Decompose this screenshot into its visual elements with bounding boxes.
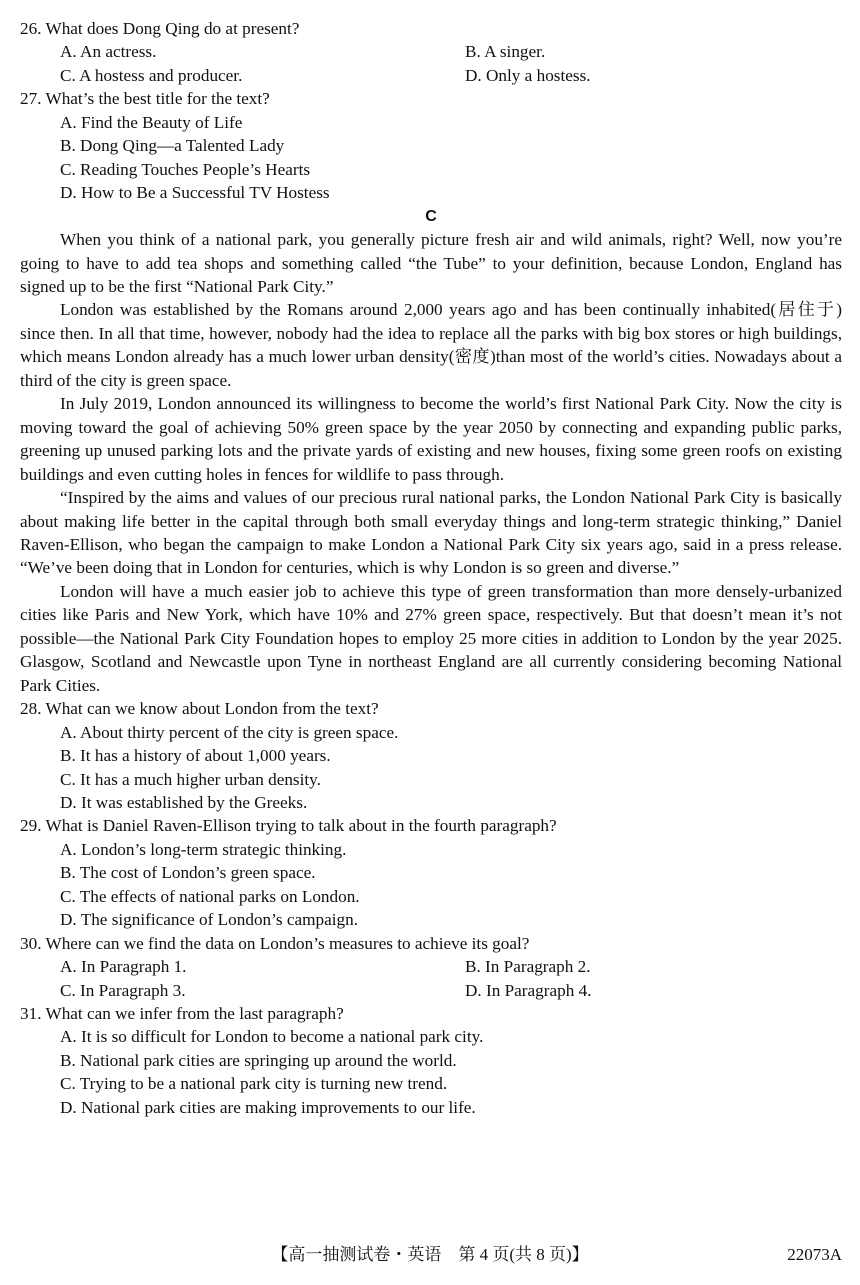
- option-a: A. About thirty percent of the city is green space.: [60, 722, 399, 742]
- question-stem: 30. Where can we find the data on London’s measures to achieve its goal?: [20, 933, 530, 953]
- option-c: C. The effects of national parks on London.: [60, 886, 360, 906]
- question-29: [20, 814, 842, 931]
- question-28: [20, 697, 842, 814]
- page-footer: [0, 1240, 860, 1270]
- option-d: D. It was established by the Greeks.: [60, 792, 308, 812]
- question-31: [20, 1002, 842, 1119]
- option-d: D. Only a hostess.: [465, 65, 591, 85]
- option-a: A. London’s long-term strategic thinking.: [60, 839, 347, 859]
- footer-code: 22073A: [787, 1245, 842, 1264]
- question-27: [20, 87, 842, 204]
- paragraph-2: London was established by the Romans around 2,000 years ago and has been continually inhabited(居住于) since then. In all that time, however, nobody had the idea to replace all the parks with big box stores or high buildings, which means London already has a much lower urban density(密度)than most of the world’s cities. Nowadays about a third of the city is green space.: [20, 300, 842, 390]
- option-d: D. National park cities are making improvements to our life.: [60, 1097, 476, 1117]
- option-a: A. It is so difficult for London to become a national park city.: [60, 1027, 484, 1047]
- option-c: C. A hostess and producer.: [60, 65, 243, 85]
- option-a: A. An actress.: [60, 42, 157, 62]
- options-row: [20, 64, 842, 87]
- option-b: B. In Paragraph 2.: [465, 957, 591, 977]
- paragraph-5: London will have a much easier job to achieve this type of green transformation than more densely-urbanized cities like Paris and New York, which have 10% and 27% green space, respectively. But that doesn’t mean it’s not possible—the National Park City Foundation hopes to employ 25 more cities in addition to London by the year 2025. Glasgow, Scotland and Newcastle upon Tyne in northeast England are all currently considering becoming National Park Cities.: [20, 581, 842, 695]
- options-row: [20, 955, 842, 978]
- question-stem: 29. What is Daniel Raven-Ellison trying to talk about in the fourth paragraph?: [20, 816, 557, 836]
- reading-passage: [20, 228, 842, 697]
- option-d: D. The significance of London’s campaign.: [60, 910, 358, 930]
- option-b: B. National park cities are springing up around the world.: [60, 1050, 457, 1070]
- option-c: C. It has a much higher urban density.: [60, 769, 321, 789]
- option-a: A. In Paragraph 1.: [60, 957, 187, 977]
- question-stem: 28. What can we know about London from the text?: [20, 699, 379, 719]
- paragraph-4: “Inspired by the aims and values of our precious rural national parks, the London National Park City is basically about making life better in the capital through both small everyday things and long-term strategic thinking,” Daniel Raven-Ellison, who began the campaign to make London a National Park City six years ago, said in a press release. “We’ve been doing that in London for centuries, which is why London is so green and diverse.”: [20, 488, 842, 578]
- section-label: C: [425, 207, 437, 225]
- option-b: B. The cost of London’s green space.: [60, 863, 316, 883]
- exam-page: [20, 17, 842, 1119]
- paragraph-3: In July 2019, London announced its willingness to become the world’s first National Park City. Now the city is moving toward the goal of achieving 50% green space by the year 2050 by connecting and expanding public parks, greening up unused parking lots and the private yards of existing and new houses, fixing some green roofs on existing buildings and even cutting holes in fences for wildlife to pass through.: [20, 394, 842, 484]
- footer-title: 【高一抽测试卷・英语 第 4 页(共 8 页)】: [271, 1245, 589, 1264]
- option-a: A. Find the Beauty of Life: [60, 112, 243, 132]
- question-30: [20, 932, 842, 1002]
- question-26: [20, 17, 842, 87]
- question-stem: 31. What can we infer from the last paragraph?: [20, 1004, 344, 1024]
- option-d: D. In Paragraph 4.: [465, 980, 592, 1000]
- question-stem: 26. What does Dong Qing do at present?: [20, 19, 300, 38]
- options-row: [20, 979, 842, 1002]
- option-c: C. Trying to be a national park city is turning new trend.: [60, 1074, 448, 1094]
- option-b: B. Dong Qing—a Talented Lady: [60, 136, 285, 156]
- options-row: [20, 40, 842, 63]
- option-d: D. How to Be a Successful TV Hostess: [60, 183, 330, 203]
- option-c: C. Reading Touches People’s Hearts: [60, 159, 311, 179]
- paragraph-1: When you think of a national park, you generally picture fresh air and wild animals, right? Well, now you’re going to have to add tea shops and something called “the Tube” to your definition, because London, England has signed up to be the first “National Park City.”: [20, 230, 842, 296]
- question-stem: 27. What’s the best title for the text?: [20, 89, 270, 109]
- option-c: C. In Paragraph 3.: [60, 980, 186, 1000]
- option-b: B. It has a history of about 1,000 years.: [60, 746, 331, 766]
- option-b: B. A singer.: [465, 42, 546, 62]
